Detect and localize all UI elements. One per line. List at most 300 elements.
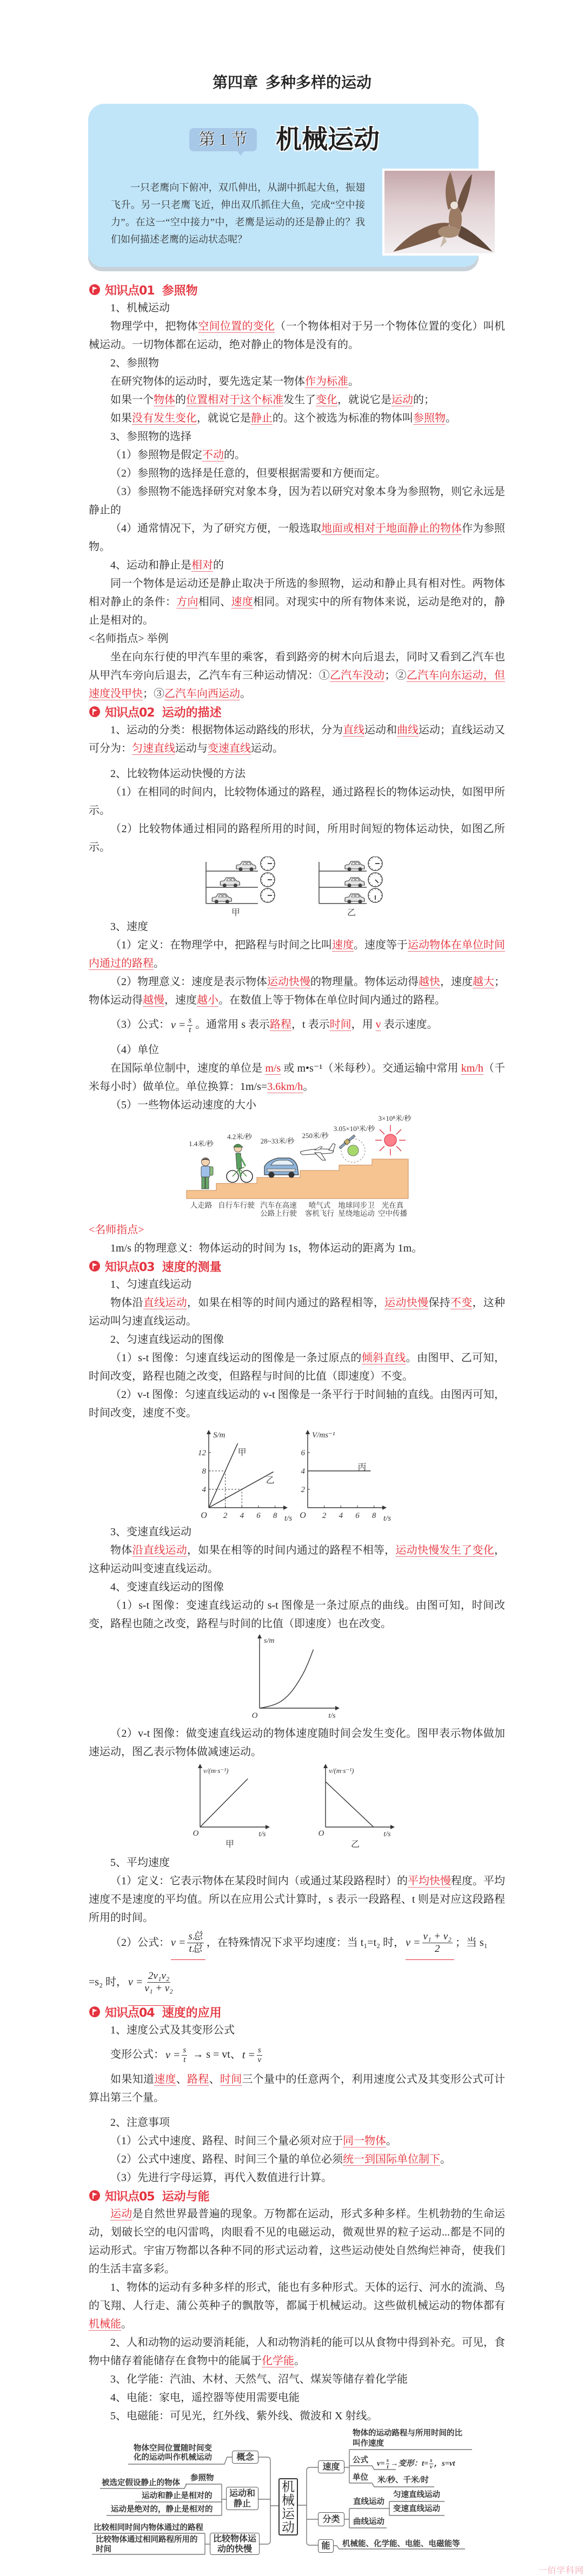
accelerating-v-t-graph (193, 1764, 270, 1849)
text-run: 的。这个被选为标准的物体叫 (273, 412, 413, 424)
clock-icon (261, 873, 275, 887)
y-axis-label: V/ms⁻¹ (312, 1431, 335, 1440)
text-run: 、 (209, 2073, 220, 2086)
paragraph (89, 446, 505, 464)
y-axis-arrow (323, 1764, 328, 1768)
answer-fill: 沿直线运动 (132, 1544, 188, 1556)
fraction (187, 1931, 203, 1955)
car-wheel (359, 884, 362, 887)
summary-mind-map (0, 2421, 584, 2576)
text-run: 3、速度 (110, 921, 148, 933)
answer-fill: 倾斜直线 (361, 1352, 406, 1364)
fraction (257, 2046, 262, 2064)
car-wheel (250, 867, 254, 871)
connector (258, 2457, 278, 2544)
mind-map-leaf: 参照物 (190, 2474, 214, 2483)
paragraph (89, 1275, 505, 1294)
knowledge-point-title: 速度的应用 (162, 2006, 222, 2020)
mind-map-node-motion-rest: 运动和静止 (226, 2487, 258, 2510)
origin-label: O (251, 1711, 258, 1720)
answer-fill: 路程 (187, 2073, 209, 2086)
paragraph (89, 1927, 505, 1960)
chapter-label: 第四章 (212, 73, 258, 91)
paragraph (89, 2113, 505, 2132)
text-run: 或 m•s⁻¹（米每秒）。交通运输中常用 (281, 1062, 461, 1074)
knowledge-point-body (89, 1724, 505, 1761)
object-name-line: 人走路 (190, 1201, 213, 1209)
car-wheel (359, 867, 362, 871)
x-axis-arrow (382, 1506, 387, 1510)
mind-map-leaf: 公式 (353, 2456, 368, 2465)
chapter-name: 多种多样的运动 (266, 73, 372, 91)
knowledge-point-heading (89, 280, 505, 299)
text-run: （1）s-t 图像：变速直线运动的 s-t 图像是一条过原点的曲线。由图可知，时间改变，路程也随之改变，路程与时间的比值（即速度）也在改变。 (89, 1600, 505, 1630)
text-run: 表示速度。 (381, 1019, 438, 1031)
object-name-line: 客机飞行 (305, 1209, 334, 1217)
s-t-curve-graph (89, 1633, 505, 1724)
origin-label: O (193, 1829, 199, 1838)
knowledge-point-title: 速度的测量 (162, 1260, 222, 1274)
denominator: 2 (434, 1943, 440, 1955)
formula (242, 2040, 264, 2070)
x-axis-label: t/s (383, 1514, 391, 1523)
mind-map-speed-formula (377, 2458, 455, 2470)
paragraph (89, 973, 505, 1009)
text-run: 2、匀速直线运动的图像 (110, 1334, 224, 1346)
x-tick-label: 4 (240, 1511, 244, 1520)
knowledge-point-heading (89, 702, 505, 721)
sun-icon (375, 1125, 406, 1155)
s-t-graph (198, 1430, 292, 1523)
answer-fill: 匀速直线 (132, 742, 175, 754)
x-tick-label: 4 (339, 1511, 343, 1520)
denominator: t (183, 2055, 186, 2064)
answer-fill: 越小 (197, 994, 218, 1006)
text-run: 运动与 (175, 742, 208, 754)
mind-map-leaf: 比较物体通过相同路程所用的时间 (96, 2535, 198, 2554)
paragraph (89, 1294, 505, 1330)
text-run: ，在特殊情况下求平均速度：当 t₁=t₂ 时， (206, 1937, 405, 1949)
chapter-title (0, 72, 584, 93)
paragraph (89, 1239, 505, 1257)
car-wheel (215, 900, 218, 904)
variable-motion-s-t-graph (89, 1633, 505, 1724)
knowledge-point-05 (89, 2186, 505, 2425)
accelerating-curve (260, 1650, 313, 1708)
paragraph (89, 483, 505, 519)
flag-badge-icon (89, 2006, 101, 2018)
fraction (182, 2046, 187, 2064)
object-name-line: 空中传播 (378, 1209, 407, 1217)
knowledge-point-04 (89, 2003, 505, 2187)
text-run: （3）公式： (110, 1019, 170, 1031)
x-tick-label: 6 (355, 1511, 360, 1520)
text-run: 相同。对现实中的所有物体来说，运动是绝对的，静止是相对的。 (89, 596, 506, 626)
graph-label: 乙 (350, 1840, 360, 1849)
answer-fill: 不变 (450, 1297, 473, 1309)
paragraph (89, 783, 505, 820)
variable-motion-v-t-graphs (89, 1761, 505, 1854)
paragraph (89, 2278, 505, 2333)
text-run: （一个物体相对于另一个物体位置的变化）叫机械运动。一切物体都在运动，绝对静止的物体是没有的。 (89, 320, 506, 351)
knowledge-point-title: 参照物 (162, 284, 198, 298)
text-run: 5、电磁能：可见光，红外线、紫外线、微波和 X 射线。 (110, 2410, 378, 2422)
paragraph (89, 2021, 505, 2039)
formula (165, 2040, 189, 2070)
text-run: ；当 s₁ (455, 1937, 488, 1949)
car-icon (345, 878, 364, 887)
paragraph (89, 765, 505, 783)
answer-fill: 越大 (473, 976, 494, 988)
car-panel (319, 857, 382, 918)
text-run: 5、平均速度 (110, 1857, 170, 1869)
answer-fill: 变速直线 (208, 742, 251, 754)
tip-line (89, 1221, 505, 1239)
knowledge-point-heading (89, 1257, 505, 1275)
y-tick-label: 4 (301, 1467, 305, 1476)
answer-fill: 速度 (231, 596, 254, 608)
paragraph (89, 721, 505, 758)
fraction (187, 1016, 193, 1034)
y-tick-label: 2 (301, 1486, 305, 1494)
clock-icon (368, 888, 382, 902)
text-run: （2）公式中速度、路程、时间三个量的单位必须 (110, 2153, 343, 2166)
denominator: t (189, 1025, 191, 1034)
mind-map-leaf: 变速直线运动 (393, 2505, 440, 2513)
fraction (422, 1931, 453, 1955)
mind-map-node-speed: 速度 (318, 2460, 344, 2473)
car-wheel (348, 900, 351, 904)
panel-label: 乙 (347, 908, 356, 918)
text-run: 。 (154, 958, 164, 969)
paragraph (89, 574, 505, 630)
x-tick-label: 8 (273, 1511, 277, 1520)
numerator: s总 (188, 1930, 203, 1942)
answer-fill: 位置相对于这个标准 (186, 394, 283, 406)
answer-fill: 平均快慢 (408, 1875, 451, 1887)
tip-line (89, 630, 505, 648)
text-run: 1、物体的运动有多种多样的形式，能也有多种形式。天体的运行、河水的流淌、鸟的飞翔、人行走、蒲公英种子的飘散等，都属于机械运动。这些做机械运动的物体都有 (89, 2281, 505, 2312)
text-run: 运动；直线运动又可分为： (89, 724, 505, 754)
answer-fill: 相对 (191, 559, 213, 571)
formula-lhs: v = (171, 1937, 186, 1949)
paragraph (89, 317, 505, 354)
text-run: （1）在相同的时间内，比较物体通过的路程，通过路程长的物体运动快，如图甲所示。 (89, 786, 505, 817)
clock-icon (261, 888, 275, 902)
mind-map-node-energy: 能 (318, 2539, 334, 2553)
text-run: （3）参照物不能选择研究对象本身，因为若以研究对象本身为参照物，则它永远是静止的 (89, 486, 505, 516)
formula-lhs: v = (406, 1937, 421, 1949)
denominator: v (429, 2463, 433, 2470)
section-number-tag: 第 1 节 (189, 128, 257, 151)
text-run: 。 (294, 2355, 305, 2367)
text-run: 3、化学能：汽油、木材、天然气、沼气、煤炭等储存着化学能 (110, 2373, 408, 2385)
answer-fill: 3.6km/h (267, 1080, 303, 1093)
denominator: v₁ + v₂ (144, 1982, 173, 1994)
text-run: 。在数值上等于物体在单位时间内通过的路程。 (218, 994, 446, 1006)
paragraph (89, 2169, 505, 2187)
formula-answer (128, 1960, 175, 2006)
mind-map-node-compare: 比较物体运动的快慢 (210, 2533, 260, 2555)
answer-fill: v (375, 1019, 381, 1031)
formula-lhs: v = (171, 1019, 186, 1031)
mind-map-leaf: 物体空间位置随时间变化的运动叫作机械运动 (134, 2444, 212, 2462)
answer-fill: km/h (461, 1062, 483, 1074)
text-run: ，如果在相等的时间内通过的路程不相等， (187, 1544, 396, 1556)
paragraph (89, 2388, 505, 2407)
flag-badge-icon (89, 2190, 101, 2202)
text-run: 物体沿 (110, 1297, 143, 1309)
text-run: 。 (386, 2135, 397, 2147)
speed-label: 3×10⁸米/秒 (378, 1114, 412, 1122)
answer-fill: 静止 (251, 412, 273, 424)
paragraph (89, 1596, 505, 1633)
text-run: 物体 (110, 1544, 132, 1556)
mind-map-leaf: 单位 (353, 2473, 368, 2482)
panel-label: 甲 (231, 908, 241, 918)
object-name-label (190, 1201, 213, 1209)
paragraph (89, 1854, 505, 1872)
intro-text: 一只老鹰向下俯冲，双爪伸出，从湖中抓起大鱼，振翅飞升。另一只老鹰飞近，伸出双爪抓住大鱼，完成“空中接力”。在这一“空中接力”中，老鹰是运动的还是静止的？我们如何描述老鹰的运动状态呢？ (111, 182, 365, 245)
text-run: 1、速度公式及其变形公式 (110, 2024, 235, 2036)
answer-fill: 方向 (176, 596, 198, 608)
object-name-line: 星绕地运动 (338, 1209, 375, 1217)
paragraph (89, 1541, 505, 1578)
paragraph (89, 299, 505, 317)
car-icon (345, 894, 364, 904)
text-run: ，就说它是 (197, 412, 251, 424)
eagle-body (438, 226, 460, 238)
paragraph (89, 1041, 505, 1059)
text-run: <名师指点> 举例 (89, 633, 169, 645)
series-label: 甲 (237, 1448, 247, 1457)
x-axis-label: t/s (383, 1830, 391, 1838)
numerator: s (257, 2045, 261, 2055)
mind-map-center: 机械运动 (278, 2478, 298, 2535)
mind-map-node-concept: 概念 (232, 2451, 258, 2464)
section-title: 机械运动 (276, 124, 380, 155)
mind-map-node-classification: 分类 (318, 2512, 344, 2526)
mind-map-leaf: 物体的运动路程与所用时间的比叫作速度 (353, 2429, 462, 2448)
text-run: 。 (303, 1080, 314, 1093)
x-axis-arrow (283, 1506, 288, 1510)
text-run: 的物理量。物体运动得 (310, 976, 419, 988)
answer-fill: 同一物体 (343, 2135, 386, 2147)
speed-label: 4.2米/秒 (227, 1132, 252, 1141)
series-label: 乙 (266, 1476, 275, 1486)
y-axis-arrow (198, 1764, 202, 1768)
text-run: 在研究物体的运动时，要先选定某一物体 (110, 376, 305, 387)
answer-fill: 作为标准 (305, 376, 348, 387)
text-run: 。由图甲、乙可知，时间改变，路程也随之改变，但路程与时间的比值（即速度）不变。 (89, 1352, 506, 1382)
car-wheel (348, 884, 351, 887)
car-wheel (234, 884, 237, 887)
denominator: t (387, 2463, 389, 2470)
connector (298, 2467, 318, 2545)
answer-fill: 时间 (329, 1019, 351, 1031)
x-tick-label: 6 (256, 1511, 261, 1520)
paragraph (89, 2205, 505, 2278)
paragraph (89, 820, 505, 857)
answer-fill: 直线运动 (143, 1297, 188, 1309)
text-run: ，这种运动叫匀速直线运动。 (89, 1297, 506, 1327)
x-axis-label: t/s (284, 1514, 293, 1523)
text-run: 2、注意事项 (110, 2117, 170, 2129)
origin-label: O (300, 1511, 306, 1520)
paragraph (89, 1724, 505, 1761)
clock-icon (368, 857, 382, 871)
paragraph (89, 1872, 505, 1927)
text-run: 如果知道 (110, 2073, 155, 2086)
answer-fill: 越快 (419, 976, 440, 988)
text-run: ，就说它是 (337, 394, 391, 406)
answer-fill: 运动 (391, 394, 413, 406)
text-run: 。 (440, 2153, 451, 2166)
paragraph (89, 2039, 505, 2070)
car-icon (264, 1158, 298, 1178)
paragraph (89, 391, 505, 409)
text-run: 坐在向东行使的甲汽车里的乘客，看到路旁的树木向后退去，同时又看到乙汽车也从甲汽车旁向后退去，乙汽车有三种运动情况：① (89, 651, 505, 681)
text-run: 3、参照物的选择 (110, 431, 191, 443)
text-run: （3）先进行字母运算，再代入数值进行计算。 (110, 2172, 332, 2184)
cyclist-icon (227, 1144, 253, 1182)
knowledge-point-body (89, 1523, 505, 1633)
text-run: （2）物理意义：速度是表示物体 (110, 976, 267, 988)
speed-label: 3.05×10³米/秒 (333, 1124, 375, 1133)
s-t-and-v-t-graphs (89, 1422, 505, 1523)
knowledge-point-heading (89, 2003, 505, 2021)
text-run: （1）定义：在物理学中，把路程与时间之比叫 (110, 939, 332, 951)
formula-answer (406, 1927, 454, 1960)
text-run: 如果 (110, 412, 132, 424)
velocity-line (326, 1782, 374, 1827)
text-run: ，t 表示 (291, 1019, 330, 1031)
text-run: 的。 (224, 449, 245, 461)
eagle-illustration (384, 171, 495, 253)
answer-fill: 运动 (110, 2208, 132, 2220)
answer-fill: 运动快慢 (384, 1297, 429, 1309)
object-name-line: 喷气式 (308, 1201, 331, 1209)
text-run: （2）公式： (110, 1937, 170, 1949)
paragraph (89, 2070, 505, 2107)
text-run: ，如果在相等的时间内通过的路程相等， (187, 1297, 385, 1309)
speed-label: 28~33米/秒 (260, 1136, 295, 1145)
answer-fill: 不动 (202, 449, 224, 461)
knowledge-point-label: 知识点04 (105, 2006, 155, 2020)
eagle-head (450, 202, 458, 209)
paragraph (89, 372, 505, 391)
paragraph (89, 1330, 505, 1349)
car-comparison-diagram (89, 857, 505, 918)
formula-lhs: v = (128, 1976, 143, 1988)
answer-fill: 没有发生变化 (132, 412, 197, 424)
text-run: 。速度等于 (354, 939, 408, 951)
text-run: 运动。 (251, 742, 283, 754)
s-t-curve-graph (252, 1634, 340, 1720)
speed-staircase (187, 1159, 408, 1199)
text-run: 3、变速直线运动 (110, 1526, 191, 1538)
numerator: s (386, 2457, 389, 2464)
formula (171, 1010, 194, 1041)
car-wheel (348, 867, 351, 871)
v-t-graphs (89, 1761, 505, 1854)
answer-fill: 参照物 (413, 412, 446, 424)
answer-fill: 机械能 (89, 2318, 121, 2330)
knowledge-point-02 (89, 702, 505, 1257)
knowledge-point-01 (89, 280, 505, 703)
knowledge-point-body (89, 918, 505, 1114)
text-run: =s₂ 时， (89, 1976, 128, 1989)
satellite-orbit-icon (339, 1134, 365, 1162)
origin-label: O (201, 1511, 207, 1520)
car-icon (236, 861, 256, 871)
denominator: t总 (189, 1943, 202, 1955)
x-axis-arrow (335, 1706, 340, 1710)
flag-badge-icon (89, 284, 101, 296)
numerator: s (430, 2457, 433, 2464)
paragraph (89, 1096, 505, 1114)
text-run: 变形公式： (110, 2049, 164, 2060)
answer-fill: 化学能 (262, 2355, 294, 2367)
text-run: （1）参照物是假定 (110, 449, 202, 461)
series-label: 丙 (357, 1463, 367, 1472)
answer-fill: 运动物体在单位时间内通过的路程 (89, 939, 505, 969)
car-comparison-figure (89, 857, 505, 918)
text-run: （1）公式中速度、路程、时间三个量必须对应于 (110, 2135, 343, 2147)
knowledge-point-label: 知识点05 (105, 2190, 155, 2204)
formula-lhs: t= (421, 2459, 429, 2468)
paragraph (89, 556, 505, 574)
text-run: 作为参照物。 (89, 523, 505, 553)
paragraph (89, 936, 505, 973)
text-run: 保持 (428, 1297, 450, 1309)
speed-staircase-diagram (89, 1114, 505, 1221)
formula-lhs: t = (242, 2049, 255, 2062)
text-run: 4、电能：家电，遥控器等使用需要电能 (110, 2392, 300, 2404)
x-axis-arrow (266, 1825, 270, 1829)
numerator: s (183, 2045, 187, 2055)
object-name-line: 地球同步卫 (338, 1201, 375, 1209)
text-run: 2、人和动物的运动要消耗能，人和动物消耗的能可以从食物中得到补充。可见，食物中储存着能储存在食物中的能属于 (89, 2337, 505, 2367)
numerator: v₁ + v₂ (423, 1930, 452, 1942)
text-run: ，速度 (164, 994, 197, 1006)
knowledge-point-label: 知识点02 (105, 706, 155, 720)
answer-fill: 变化 (316, 394, 337, 406)
x-axis-label: t/s (328, 1712, 336, 1720)
answer-fill: 直线 (343, 724, 364, 736)
answer-fill: 乙汽车没动 (329, 670, 385, 681)
graph-label: 甲 (225, 1840, 235, 1849)
text-run: （5）一些物体运动速度的大小 (110, 1099, 256, 1111)
paragraph (89, 354, 505, 372)
numerator: 2v₁v₂ (148, 1970, 170, 1982)
text-run: （千米每小时）做单位。单位换算：1m/s= (89, 1062, 506, 1093)
answer-fill: 曲线 (397, 724, 419, 736)
text-run: 物理学中，把物体 (110, 320, 198, 332)
text-run: ，用 (351, 1019, 376, 1031)
knowledge-point-body (89, 2205, 505, 2425)
text-run: 。 (121, 2318, 132, 2330)
watermark: 一佰学科网 (538, 2565, 584, 2575)
paragraph (89, 1578, 505, 1596)
object-name-line: 公路上行驶 (260, 1209, 297, 1217)
text-run: 、 (176, 2073, 188, 2086)
formula-text: →变形： (390, 2459, 422, 2468)
object-name-label (378, 1201, 407, 1217)
mind-map-leaf: 曲线运动 (353, 2518, 384, 2526)
text-run: ；③ (143, 688, 164, 700)
knowledge-point-body (89, 721, 505, 857)
